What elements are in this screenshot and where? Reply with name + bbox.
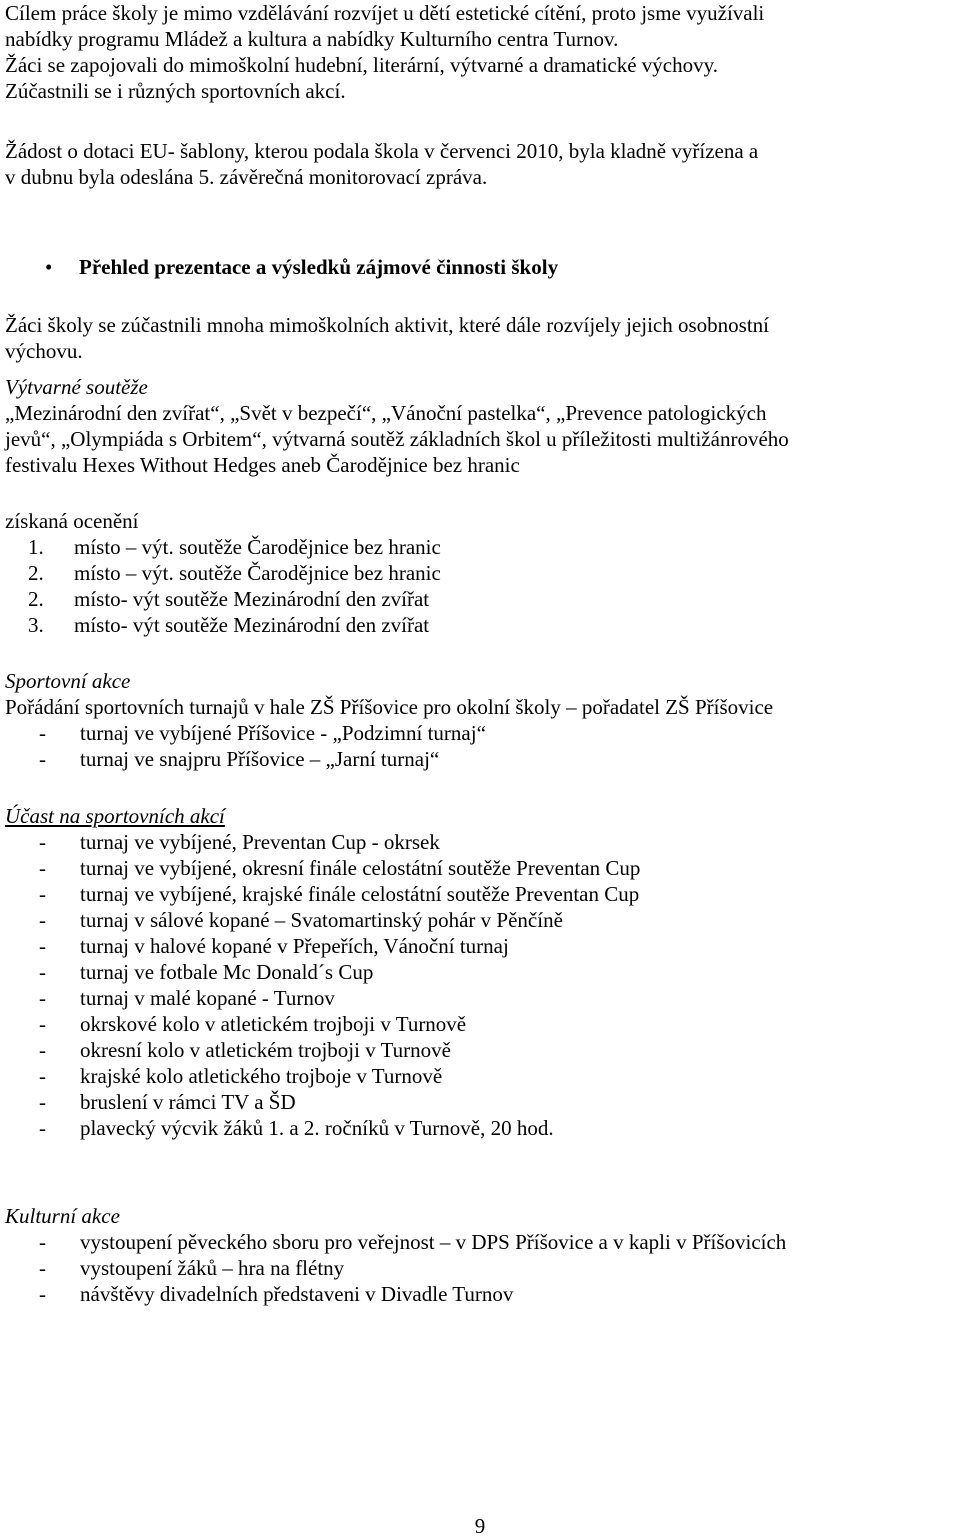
awards-list [5,534,955,638]
list-item-text: bruslení v rámci TV a ŠD [80,1090,296,1114]
dash-marker: - [39,747,46,771]
overview-line: výchovu. [5,339,83,363]
list-item [5,959,955,985]
sport-title: Sportovní akce [5,669,131,693]
award-number: 2. [28,587,44,611]
dash-marker: - [39,882,46,906]
dash-marker: - [39,830,46,854]
list-item-text: vystoupení pěveckého sboru pro veřejnost – v DPS Příšovice a v kapli v Příšovicích [80,1230,787,1254]
list-item [5,1011,955,1037]
list-item-text: návštěvy divadelních představeni v Divadle Turnov [80,1282,514,1306]
award-item [5,560,955,586]
list-item [5,933,955,959]
list-item-text: okrskové kolo v atletickém trojboji v Turnově [80,1012,467,1036]
list-item [5,881,955,907]
grant-line: v dubnu byla odeslána 5. závěrečná monitorovací zpráva. [5,165,488,189]
award-number: 2. [28,561,44,585]
dash-marker: - [39,1256,46,1280]
list-item-text: plavecký výcvik žáků 1. a 2. ročníků v Turnově, 20 hod. [80,1116,554,1140]
intro-line: Zúčastnili se i různých sportovních akcí. [5,79,346,103]
dash-marker: - [39,986,46,1010]
art-line: festivalu Hexes Without Hedges aneb Čarodějnice bez hranic [5,453,520,477]
list-item-text: turnaj v malé kopané - Turnov [80,986,335,1010]
overview-heading-text: Přehled prezentace a výsledků zájmové činnosti školy [79,255,559,279]
culture-title: Kulturní akce [5,1204,120,1228]
intro-line: Žáci se zapojovali do mimoškolní hudební, literární, výtvarné a dramatické výchovy. [5,53,719,77]
awards-label: získaná ocenění [5,509,139,533]
bullet-icon: • [45,255,53,279]
list-item [5,907,955,933]
intro-line: Cílem práce školy je mimo vzdělávání rozvíjet u dětí estetické cítění, proto jsme využívali [5,1,765,25]
list-item [5,1229,955,1255]
dash-marker: - [39,934,46,958]
list-item-text: turnaj ve vybíjené, okresní finále celostátní soutěže Preventan Cup [80,856,641,880]
intro-paragraph [5,0,955,104]
list-item-text: turnaj v sálové kopané – Svatomartinský pohár v Pěnčíně [80,908,563,932]
culture-list [5,1229,955,1307]
list-item [5,829,955,855]
document-page [5,0,955,1307]
dash-marker: - [39,721,46,745]
list-item [5,855,955,881]
award-item [5,586,955,612]
list-item-text: okresní kolo v atletickém trojboji v Turnově [80,1038,451,1062]
award-text: místo- výt soutěže Mezinárodní den zvířat [74,587,430,611]
list-item [5,985,955,1011]
participation-list [5,829,955,1141]
art-competitions-list [5,400,955,478]
overview-line: Žáci školy se zúčastnili mnoha mimoškolních aktivit, které dále rozvíjely jejich osobnostní [5,313,769,337]
list-item [5,1037,955,1063]
participation-title: Účast na sportovních akcí [5,804,225,828]
dash-marker: - [39,1038,46,1062]
list-item [5,746,955,772]
dash-marker: - [39,1116,46,1140]
list-item-text: krajské kolo atletického trojboje v Turnově [80,1064,443,1088]
award-text: místo – výt. soutěže Čarodějnice bez hranic [74,561,441,585]
dash-marker: - [39,1230,46,1254]
award-text: místo- výt soutěže Mezinárodní den zvířat [74,613,430,637]
award-number: 3. [28,613,44,637]
overview-paragraph [5,312,955,364]
list-item-text: vystoupení žáků – hra na flétny [80,1256,345,1280]
list-item-text: turnaj ve vybíjené, krajské finále celostátní soutěže Preventan Cup [80,882,640,906]
sport-organizing-line: Pořádání sportovních turnajů v hale ZŠ Příšovice pro okolní školy – pořadatel ZŠ Příšovice [5,695,774,719]
dash-marker: - [39,908,46,932]
dash-marker: - [39,1012,46,1036]
dash-marker: - [39,1282,46,1306]
dash-marker: - [39,1090,46,1114]
art-line: „Mezinárodní den zvířat“, „Svět v bezpečí“, „Vánoční pastelka“, „Prevence patologických [5,401,767,425]
list-item [5,1281,955,1307]
page-number: 9 [474,1514,486,1538]
list-item [5,1115,955,1141]
list-item-text: turnaj ve fotbale Mc Donald´s Cup [80,960,374,984]
grant-line: Žádost o dotaci EU- šablony, kterou podala škola v červenci 2010, byla kladně vyřízena a [5,139,759,163]
award-item [5,534,955,560]
overview-heading [5,254,955,280]
award-text: místo – výt. soutěže Čarodějnice bez hranic [74,535,441,559]
list-item [5,1255,955,1281]
intro-line: nabídky programu Mládež a kultura a nabídky Kulturního centra Turnov. [5,27,619,51]
dash-marker: - [39,856,46,880]
list-item [5,1089,955,1115]
award-number: 1. [28,535,44,559]
list-item [5,1063,955,1089]
art-competitions-title: Výtvarné soutěže [5,375,148,399]
dash-marker: - [39,960,46,984]
art-line: jevů“, „Olympiáda s Orbitem“, výtvarná soutěž základních škol u příležitosti multižánrového [5,427,789,451]
list-item-text: turnaj ve vybíjené Příšovice - „Podzimní turnaj“ [80,721,486,745]
dash-marker: - [39,1064,46,1088]
award-item [5,612,955,638]
grant-paragraph [5,138,955,190]
list-item [5,720,955,746]
list-item-text: turnaj ve vybíjené, Preventan Cup - okrsek [80,830,440,854]
organized-tournaments-list [5,720,955,772]
list-item-text: turnaj v halové kopané v Přepeřích, Vánoční turnaj [80,934,509,958]
list-item-text: turnaj ve snajpru Příšovice – „Jarní turnaj“ [80,747,440,771]
